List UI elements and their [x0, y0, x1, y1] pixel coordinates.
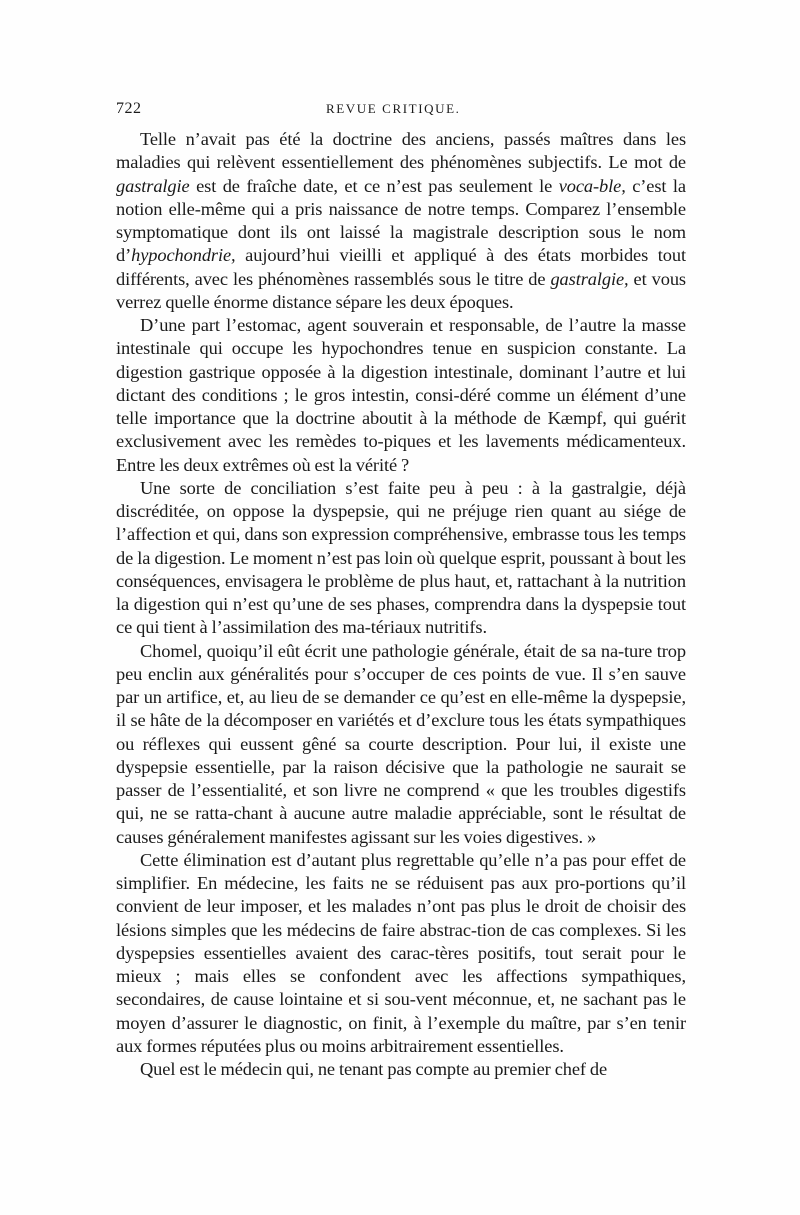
- paragraph: Une sorte de conciliation s’est faite peu à peu : à la gastralgie, déjà discréditée, on oppose la dyspepsie, qui ne préjuge rien quant au siége de l’affection et qui, dans son expression compréhensive, embrasse tous les temps de la digestion. Le moment n’est pas loin où quelque esprit, poussant à bout les conséquences, envisagera le problème de plus haut, et, rattachant à la nutrition la digestion qui n’est qu’une de ses phases, comprendra dans la dyspepsie tout ce qui tient à l’assimilation des ma-tériaux nutritifs.: [116, 477, 686, 638]
- paragraph: Chomel, quoiqu’il eût écrit une pathologie générale, était de sa na-ture trop peu enclin aux généralités pour s’occuper de ces points de vue. Il s’en sauve par un artifice, et, au lieu de se demander ce qu’est en elle-même la dyspepsie, il se hâte de la décomposer en variétés et d’exclure tous les états sympathiques ou réflexes qui eussent gêné sa courte description. Pour lui, il existe une dyspepsie essentielle, par la raison décisive que la pathologie ne saurait se passer de l’essentialité, et son livre ne comprend « que les troubles digestifs qui, ne se ratta-chant à aucune autre maladie appréciable, sont le résultat de causes généralement manifestes agissant sur les voies digestives. »: [116, 640, 686, 847]
- running-title: REVUE CRITIQUE.: [326, 101, 461, 116]
- paragraph: Cette élimination est d’autant plus regrettable qu’elle n’a pas pour effet de simplifier. En médecine, les faits ne se réduisent pas aux pro-portions qu’il convient de leur imposer, et les malades n’ont pas plus le droit de choisir des lésions simples que les médecins de faire abstrac-tion de cas complexes. Si les dyspepsies essentielles avaient des carac-tères positifs, tout serait pour le mieux ; mais elles se confondent avec les affections sympathiques, secondaires, de cause lointaine et si sou-vent méconnue, et, ne sachant pas le moyen d’assurer le diagnostic, on finit, à l’exemple du maître, par s’en tenir aux formes réputées plus ou moins arbitrairement essentielles.: [116, 849, 686, 1056]
- text-run: aujourd’hui vieilli et appliqué à des états morbides tout différents, avec les phénomènes rassemblés sous le titre de: [116, 245, 686, 289]
- paragraph: [116, 128, 686, 314]
- italic-term: hypochondrie,: [131, 245, 236, 266]
- paragraph: Quel est le médecin qui, ne tenant pas compte au premier chef de: [140, 1059, 608, 1079]
- text-run: Telle n’avait pas été la doctrine des anciens, passés maîtres dans les maladies qui relèvent essentiellement des phénomènes subjectifs. Le mot de: [116, 129, 686, 173]
- body-text: [116, 128, 686, 1081]
- paragraph: D’une part l’estomac, agent souverain et responsable, de l’autre la masse intestinale qui occupe les hypochondres tenue en suspicion constante. La digestion gastrique opposée à la digestion intestinale, dominant l’autre et lui dictant des conditions ; le gros intestin, consi-déré comme un élément d’une telle importance que la doctrine aboutit à la méthode de Kæmpf, qui guérit exclusivement avec les remèdes to-piques et les lavements médicamenteux. Entre les deux extrêmes où est la vérité ?: [116, 315, 686, 475]
- italic-term: gastralgie,: [550, 268, 629, 289]
- text-run: et vous verrez quelle énorme distance sépare les deux époques.: [116, 268, 686, 312]
- page-header: [116, 100, 686, 124]
- italic-term: gastralgie: [116, 175, 190, 196]
- text-run: c’est la notion elle-même qui a pris naissance de notre temps. Comparez l’ensemble symptomatique dont ils ont laissé la magistrale description sous le nom d’: [116, 175, 686, 266]
- italic-term: voca-ble,: [558, 175, 626, 196]
- page-number: 722: [116, 100, 142, 117]
- text-run: est de fraîche date, et ce n’est pas seulement le: [189, 175, 559, 196]
